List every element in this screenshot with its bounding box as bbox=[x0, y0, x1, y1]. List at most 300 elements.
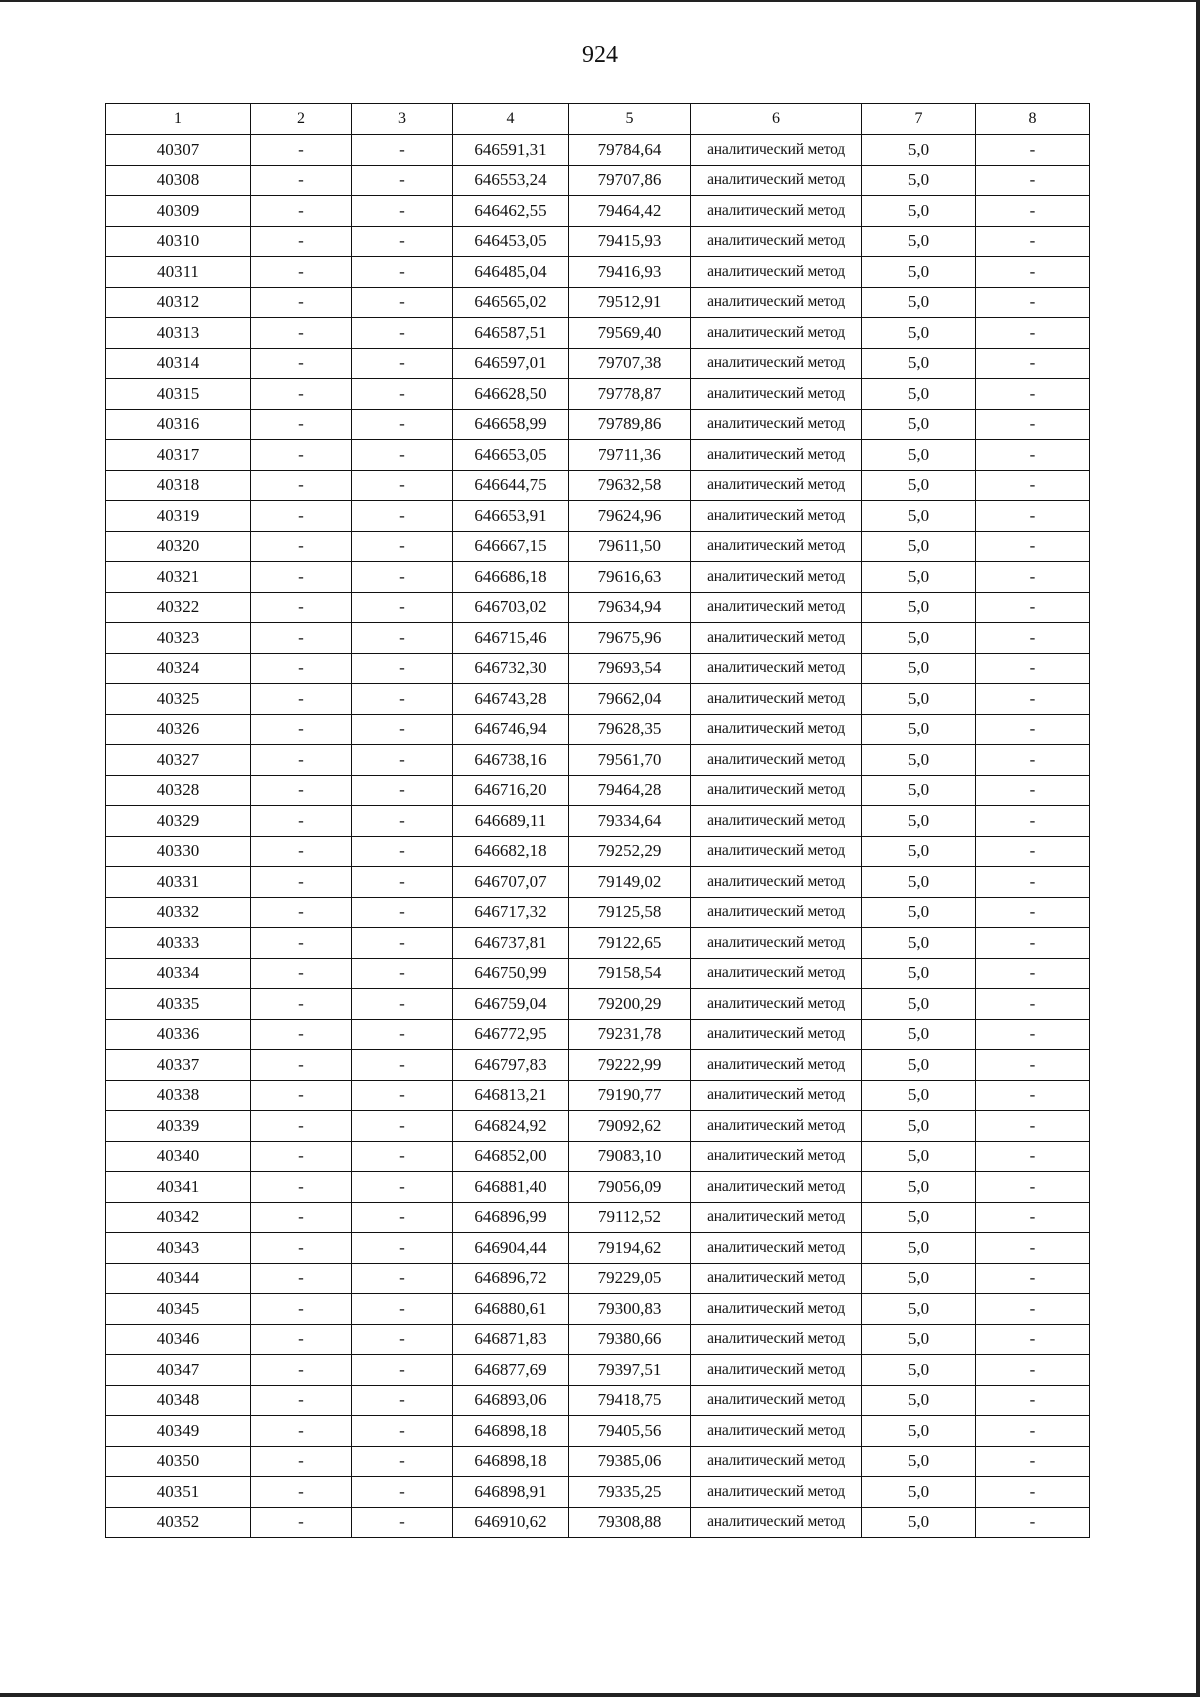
cell-accuracy: 5,0 bbox=[862, 989, 976, 1020]
table-row bbox=[106, 379, 1090, 410]
cell-col-3: - bbox=[352, 257, 453, 288]
cell-col-3: - bbox=[352, 1446, 453, 1477]
cell-coord-y: 79675,96 bbox=[569, 623, 691, 654]
cell-col-3: - bbox=[352, 1172, 453, 1203]
cell-coord-y: 79125,58 bbox=[569, 897, 691, 928]
cell-col-8: - bbox=[976, 257, 1090, 288]
cell-coord-y: 79112,52 bbox=[569, 1202, 691, 1233]
cell-coord-x: 646453,05 bbox=[453, 226, 569, 257]
cell-method: аналитический метод bbox=[691, 928, 862, 959]
cell-col-2: - bbox=[251, 958, 352, 989]
cell-col-3: - bbox=[352, 806, 453, 837]
cell-accuracy: 5,0 bbox=[862, 257, 976, 288]
cell-method: аналитический метод bbox=[691, 287, 862, 318]
cell-coord-y: 79252,29 bbox=[569, 836, 691, 867]
cell-col-3: - bbox=[352, 1507, 453, 1538]
cell-coord-x: 646703,02 bbox=[453, 592, 569, 623]
cell-coord-x: 646877,69 bbox=[453, 1355, 569, 1386]
table-row bbox=[106, 1080, 1090, 1111]
cell-coord-y: 79416,93 bbox=[569, 257, 691, 288]
cell-coord-x: 646686,18 bbox=[453, 562, 569, 593]
cell-method: аналитический метод bbox=[691, 226, 862, 257]
cell-col-2: - bbox=[251, 409, 352, 440]
cell-col-3: - bbox=[352, 897, 453, 928]
cell-accuracy: 5,0 bbox=[862, 1080, 976, 1111]
cell-coord-x: 646587,51 bbox=[453, 318, 569, 349]
cell-coord-y: 79200,29 bbox=[569, 989, 691, 1020]
cell-point-number: 40351 bbox=[106, 1477, 251, 1508]
cell-col-8: - bbox=[976, 226, 1090, 257]
cell-coord-x: 646898,18 bbox=[453, 1446, 569, 1477]
cell-accuracy: 5,0 bbox=[862, 958, 976, 989]
table-row bbox=[106, 531, 1090, 562]
cell-col-8: - bbox=[976, 592, 1090, 623]
cell-col-8: - bbox=[976, 1416, 1090, 1447]
cell-coord-y: 79122,65 bbox=[569, 928, 691, 959]
cell-point-number: 40314 bbox=[106, 348, 251, 379]
cell-col-3: - bbox=[352, 1416, 453, 1447]
cell-coord-x: 646904,44 bbox=[453, 1233, 569, 1264]
cell-col-8: - bbox=[976, 409, 1090, 440]
cell-col-2: - bbox=[251, 714, 352, 745]
cell-method: аналитический метод bbox=[691, 196, 862, 227]
cell-accuracy: 5,0 bbox=[862, 1141, 976, 1172]
cell-method: аналитический метод bbox=[691, 684, 862, 715]
cell-coord-x: 646715,46 bbox=[453, 623, 569, 654]
cell-accuracy: 5,0 bbox=[862, 287, 976, 318]
cell-coord-y: 79190,77 bbox=[569, 1080, 691, 1111]
cell-col-2: - bbox=[251, 470, 352, 501]
cell-point-number: 40309 bbox=[106, 196, 251, 227]
cell-col-8: - bbox=[976, 958, 1090, 989]
cell-col-2: - bbox=[251, 1141, 352, 1172]
cell-col-3: - bbox=[352, 196, 453, 227]
cell-method: аналитический метод bbox=[691, 1141, 862, 1172]
cell-col-2: - bbox=[251, 1263, 352, 1294]
cell-accuracy: 5,0 bbox=[862, 1019, 976, 1050]
cell-point-number: 40328 bbox=[106, 775, 251, 806]
cell-point-number: 40320 bbox=[106, 531, 251, 562]
cell-col-2: - bbox=[251, 836, 352, 867]
cell-col-2: - bbox=[251, 1507, 352, 1538]
cell-col-8: - bbox=[976, 1263, 1090, 1294]
cell-accuracy: 5,0 bbox=[862, 653, 976, 684]
cell-coord-y: 79561,70 bbox=[569, 745, 691, 776]
table-row bbox=[106, 318, 1090, 349]
table-row bbox=[106, 226, 1090, 257]
cell-col-8: - bbox=[976, 1355, 1090, 1386]
cell-accuracy: 5,0 bbox=[862, 1202, 976, 1233]
cell-point-number: 40346 bbox=[106, 1324, 251, 1355]
table-row bbox=[106, 440, 1090, 471]
cell-point-number: 40329 bbox=[106, 806, 251, 837]
cell-col-8: - bbox=[976, 897, 1090, 928]
cell-accuracy: 5,0 bbox=[862, 348, 976, 379]
cell-point-number: 40350 bbox=[106, 1446, 251, 1477]
table-row bbox=[106, 1355, 1090, 1386]
cell-col-2: - bbox=[251, 592, 352, 623]
cell-method: аналитический метод bbox=[691, 348, 862, 379]
cell-col-3: - bbox=[352, 1355, 453, 1386]
cell-col-3: - bbox=[352, 409, 453, 440]
cell-col-8: - bbox=[976, 1446, 1090, 1477]
cell-coord-y: 79415,93 bbox=[569, 226, 691, 257]
cell-method: аналитический метод bbox=[691, 1111, 862, 1142]
cell-point-number: 40317 bbox=[106, 440, 251, 471]
cell-accuracy: 5,0 bbox=[862, 1507, 976, 1538]
cell-point-number: 40342 bbox=[106, 1202, 251, 1233]
cell-accuracy: 5,0 bbox=[862, 928, 976, 959]
header-col-7: 7 bbox=[862, 104, 976, 135]
cell-col-8: - bbox=[976, 196, 1090, 227]
cell-col-3: - bbox=[352, 348, 453, 379]
cell-coord-x: 646871,83 bbox=[453, 1324, 569, 1355]
cell-col-8: - bbox=[976, 501, 1090, 532]
cell-point-number: 40334 bbox=[106, 958, 251, 989]
cell-coord-x: 646716,20 bbox=[453, 775, 569, 806]
cell-point-number: 40324 bbox=[106, 653, 251, 684]
cell-coord-x: 646689,11 bbox=[453, 806, 569, 837]
cell-point-number: 40322 bbox=[106, 592, 251, 623]
cell-method: аналитический метод bbox=[691, 1080, 862, 1111]
cell-col-3: - bbox=[352, 1019, 453, 1050]
cell-method: аналитический метод bbox=[691, 806, 862, 837]
table-row bbox=[106, 409, 1090, 440]
cell-col-3: - bbox=[352, 1080, 453, 1111]
cell-coord-x: 646898,91 bbox=[453, 1477, 569, 1508]
cell-col-8: - bbox=[976, 1141, 1090, 1172]
cell-coord-y: 79397,51 bbox=[569, 1355, 691, 1386]
cell-coord-y: 79624,96 bbox=[569, 501, 691, 532]
cell-method: аналитический метод bbox=[691, 1355, 862, 1386]
cell-point-number: 40316 bbox=[106, 409, 251, 440]
cell-coord-x: 646653,05 bbox=[453, 440, 569, 471]
table-row bbox=[106, 1172, 1090, 1203]
cell-point-number: 40325 bbox=[106, 684, 251, 715]
cell-col-8: - bbox=[976, 1050, 1090, 1081]
cell-accuracy: 5,0 bbox=[862, 775, 976, 806]
cell-col-3: - bbox=[352, 470, 453, 501]
cell-col-8: - bbox=[976, 623, 1090, 654]
page-number: 924 bbox=[582, 42, 618, 68]
cell-col-8: - bbox=[976, 562, 1090, 593]
cell-col-2: - bbox=[251, 1294, 352, 1325]
cell-col-8: - bbox=[976, 928, 1090, 959]
cell-coord-y: 79335,25 bbox=[569, 1477, 691, 1508]
cell-col-3: - bbox=[352, 1050, 453, 1081]
cell-col-2: - bbox=[251, 196, 352, 227]
table-row bbox=[106, 653, 1090, 684]
cell-col-8: - bbox=[976, 867, 1090, 898]
table-row bbox=[106, 897, 1090, 928]
cell-accuracy: 5,0 bbox=[862, 470, 976, 501]
cell-accuracy: 5,0 bbox=[862, 1294, 976, 1325]
cell-coord-y: 79083,10 bbox=[569, 1141, 691, 1172]
cell-col-3: - bbox=[352, 1324, 453, 1355]
cell-accuracy: 5,0 bbox=[862, 867, 976, 898]
cell-coord-y: 79158,54 bbox=[569, 958, 691, 989]
cell-coord-x: 646553,24 bbox=[453, 165, 569, 196]
cell-method: аналитический метод bbox=[691, 409, 862, 440]
cell-col-3: - bbox=[352, 1294, 453, 1325]
cell-col-2: - bbox=[251, 989, 352, 1020]
cell-coord-y: 79149,02 bbox=[569, 867, 691, 898]
cell-col-8: - bbox=[976, 135, 1090, 166]
cell-coord-x: 646653,91 bbox=[453, 501, 569, 532]
cell-accuracy: 5,0 bbox=[862, 592, 976, 623]
cell-col-2: - bbox=[251, 1019, 352, 1050]
table-row bbox=[106, 1263, 1090, 1294]
cell-coord-y: 79229,05 bbox=[569, 1263, 691, 1294]
cell-col-2: - bbox=[251, 1202, 352, 1233]
cell-point-number: 40347 bbox=[106, 1355, 251, 1386]
cell-point-number: 40318 bbox=[106, 470, 251, 501]
cell-coord-x: 646597,01 bbox=[453, 348, 569, 379]
cell-col-2: - bbox=[251, 1446, 352, 1477]
table-row bbox=[106, 196, 1090, 227]
cell-accuracy: 5,0 bbox=[862, 196, 976, 227]
cell-point-number: 40333 bbox=[106, 928, 251, 959]
cell-col-3: - bbox=[352, 1141, 453, 1172]
cell-coord-x: 646591,31 bbox=[453, 135, 569, 166]
cell-method: аналитический метод bbox=[691, 257, 862, 288]
cell-point-number: 40337 bbox=[106, 1050, 251, 1081]
cell-col-3: - bbox=[352, 531, 453, 562]
cell-coord-y: 79711,36 bbox=[569, 440, 691, 471]
cell-col-3: - bbox=[352, 165, 453, 196]
cell-accuracy: 5,0 bbox=[862, 684, 976, 715]
table-row bbox=[106, 1477, 1090, 1508]
cell-method: аналитический метод bbox=[691, 1233, 862, 1264]
cell-col-2: - bbox=[251, 1324, 352, 1355]
cell-coord-y: 79194,62 bbox=[569, 1233, 691, 1264]
cell-coord-y: 79231,78 bbox=[569, 1019, 691, 1050]
cell-accuracy: 5,0 bbox=[862, 1050, 976, 1081]
table-row bbox=[106, 928, 1090, 959]
cell-point-number: 40344 bbox=[106, 1263, 251, 1294]
cell-coord-y: 79693,54 bbox=[569, 653, 691, 684]
cell-method: аналитический метод bbox=[691, 653, 862, 684]
cell-col-8: - bbox=[976, 379, 1090, 410]
cell-accuracy: 5,0 bbox=[862, 135, 976, 166]
cell-method: аналитический метод bbox=[691, 592, 862, 623]
cell-coord-y: 79784,64 bbox=[569, 135, 691, 166]
cell-col-8: - bbox=[976, 1019, 1090, 1050]
cell-col-3: - bbox=[352, 1202, 453, 1233]
cell-method: аналитический метод bbox=[691, 1172, 862, 1203]
cell-col-8: - bbox=[976, 531, 1090, 562]
cell-col-3: - bbox=[352, 1263, 453, 1294]
cell-col-3: - bbox=[352, 592, 453, 623]
cell-point-number: 40332 bbox=[106, 897, 251, 928]
cell-coord-x: 646772,95 bbox=[453, 1019, 569, 1050]
cell-col-3: - bbox=[352, 928, 453, 959]
cell-point-number: 40330 bbox=[106, 836, 251, 867]
table-row bbox=[106, 745, 1090, 776]
cell-point-number: 40321 bbox=[106, 562, 251, 593]
cell-method: аналитический метод bbox=[691, 470, 862, 501]
cell-point-number: 40339 bbox=[106, 1111, 251, 1142]
cell-accuracy: 5,0 bbox=[862, 745, 976, 776]
cell-coord-y: 79662,04 bbox=[569, 684, 691, 715]
cell-col-3: - bbox=[352, 684, 453, 715]
cell-col-8: - bbox=[976, 348, 1090, 379]
cell-method: аналитический метод bbox=[691, 562, 862, 593]
cell-point-number: 40308 bbox=[106, 165, 251, 196]
cell-accuracy: 5,0 bbox=[862, 1233, 976, 1264]
cell-coord-x: 646485,04 bbox=[453, 257, 569, 288]
cell-accuracy: 5,0 bbox=[862, 379, 976, 410]
cell-col-8: - bbox=[976, 440, 1090, 471]
cell-coord-x: 646896,72 bbox=[453, 1263, 569, 1294]
cell-col-8: - bbox=[976, 745, 1090, 776]
cell-method: аналитический метод bbox=[691, 165, 862, 196]
cell-coord-x: 646746,94 bbox=[453, 714, 569, 745]
table-row bbox=[106, 623, 1090, 654]
table-row bbox=[106, 958, 1090, 989]
cell-accuracy: 5,0 bbox=[862, 1172, 976, 1203]
cell-col-8: - bbox=[976, 318, 1090, 349]
cell-col-3: - bbox=[352, 379, 453, 410]
cell-point-number: 40349 bbox=[106, 1416, 251, 1447]
cell-method: аналитический метод bbox=[691, 318, 862, 349]
cell-col-3: - bbox=[352, 775, 453, 806]
cell-method: аналитический метод bbox=[691, 1050, 862, 1081]
cell-coord-y: 79569,40 bbox=[569, 318, 691, 349]
cell-col-2: - bbox=[251, 531, 352, 562]
cell-method: аналитический метод bbox=[691, 775, 862, 806]
cell-col-8: - bbox=[976, 1111, 1090, 1142]
cell-coord-x: 646797,83 bbox=[453, 1050, 569, 1081]
header-col-3: 3 bbox=[352, 104, 453, 135]
table-row bbox=[106, 1019, 1090, 1050]
cell-col-2: - bbox=[251, 1080, 352, 1111]
cell-accuracy: 5,0 bbox=[862, 623, 976, 654]
cell-col-8: - bbox=[976, 165, 1090, 196]
cell-method: аналитический метод bbox=[691, 135, 862, 166]
cell-point-number: 40311 bbox=[106, 257, 251, 288]
cell-col-3: - bbox=[352, 714, 453, 745]
cell-col-3: - bbox=[352, 1233, 453, 1264]
cell-method: аналитический метод bbox=[691, 1477, 862, 1508]
cell-col-8: - bbox=[976, 1080, 1090, 1111]
cell-col-3: - bbox=[352, 989, 453, 1020]
cell-coord-x: 646743,28 bbox=[453, 684, 569, 715]
cell-method: аналитический метод bbox=[691, 1294, 862, 1325]
table-row bbox=[106, 470, 1090, 501]
cell-coord-y: 79512,91 bbox=[569, 287, 691, 318]
cell-col-2: - bbox=[251, 501, 352, 532]
cell-point-number: 40310 bbox=[106, 226, 251, 257]
cell-point-number: 40343 bbox=[106, 1233, 251, 1264]
cell-col-8: - bbox=[976, 806, 1090, 837]
cell-coord-x: 646813,21 bbox=[453, 1080, 569, 1111]
cell-coord-x: 646880,61 bbox=[453, 1294, 569, 1325]
table-row bbox=[106, 1233, 1090, 1264]
cell-col-2: - bbox=[251, 928, 352, 959]
cell-method: аналитический метод bbox=[691, 501, 862, 532]
cell-point-number: 40312 bbox=[106, 287, 251, 318]
cell-accuracy: 5,0 bbox=[862, 165, 976, 196]
cell-col-2: - bbox=[251, 1477, 352, 1508]
header-col-8: 8 bbox=[976, 104, 1090, 135]
cell-col-8: - bbox=[976, 1172, 1090, 1203]
cell-col-3: - bbox=[352, 623, 453, 654]
cell-point-number: 40340 bbox=[106, 1141, 251, 1172]
table-row bbox=[106, 1050, 1090, 1081]
cell-coord-x: 646898,18 bbox=[453, 1416, 569, 1447]
table-row bbox=[106, 1111, 1090, 1142]
cell-point-number: 40315 bbox=[106, 379, 251, 410]
table-row bbox=[106, 165, 1090, 196]
cell-coord-x: 646628,50 bbox=[453, 379, 569, 410]
cell-coord-x: 646462,55 bbox=[453, 196, 569, 227]
cell-accuracy: 5,0 bbox=[862, 562, 976, 593]
cell-accuracy: 5,0 bbox=[862, 318, 976, 349]
cell-method: аналитический метод bbox=[691, 379, 862, 410]
cell-col-2: - bbox=[251, 623, 352, 654]
cell-col-8: - bbox=[976, 1324, 1090, 1355]
cell-col-2: - bbox=[251, 257, 352, 288]
cell-col-8: - bbox=[976, 1202, 1090, 1233]
cell-method: аналитический метод bbox=[691, 1416, 862, 1447]
cell-coord-x: 646565,02 bbox=[453, 287, 569, 318]
cell-coord-y: 79616,63 bbox=[569, 562, 691, 593]
cell-col-2: - bbox=[251, 562, 352, 593]
cell-method: аналитический метод bbox=[691, 623, 862, 654]
header-row bbox=[106, 104, 1090, 135]
cell-accuracy: 5,0 bbox=[862, 440, 976, 471]
cell-col-2: - bbox=[251, 1172, 352, 1203]
cell-col-2: - bbox=[251, 897, 352, 928]
cell-col-2: - bbox=[251, 867, 352, 898]
cell-col-2: - bbox=[251, 1385, 352, 1416]
cell-coord-y: 79405,56 bbox=[569, 1416, 691, 1447]
cell-method: аналитический метод bbox=[691, 714, 862, 745]
cell-coord-y: 79056,09 bbox=[569, 1172, 691, 1203]
table-row bbox=[106, 501, 1090, 532]
cell-col-8: - bbox=[976, 714, 1090, 745]
cell-accuracy: 5,0 bbox=[862, 1111, 976, 1142]
cell-method: аналитический метод bbox=[691, 1446, 862, 1477]
cell-coord-x: 646852,00 bbox=[453, 1141, 569, 1172]
cell-col-2: - bbox=[251, 653, 352, 684]
cell-col-2: - bbox=[251, 440, 352, 471]
cell-accuracy: 5,0 bbox=[862, 1263, 976, 1294]
cell-col-2: - bbox=[251, 135, 352, 166]
cell-coord-y: 79464,42 bbox=[569, 196, 691, 227]
cell-point-number: 40313 bbox=[106, 318, 251, 349]
cell-coord-y: 79634,94 bbox=[569, 592, 691, 623]
cell-coord-x: 646682,18 bbox=[453, 836, 569, 867]
cell-col-3: - bbox=[352, 501, 453, 532]
table-row bbox=[106, 989, 1090, 1020]
table-row bbox=[106, 257, 1090, 288]
cell-col-8: - bbox=[976, 684, 1090, 715]
cell-col-8: - bbox=[976, 653, 1090, 684]
cell-coord-y: 79308,88 bbox=[569, 1507, 691, 1538]
cell-method: аналитический метод bbox=[691, 989, 862, 1020]
cell-coord-y: 79707,86 bbox=[569, 165, 691, 196]
cell-accuracy: 5,0 bbox=[862, 1385, 976, 1416]
cell-coord-y: 79632,58 bbox=[569, 470, 691, 501]
cell-col-8: - bbox=[976, 470, 1090, 501]
cell-col-3: - bbox=[352, 562, 453, 593]
cell-coord-x: 646759,04 bbox=[453, 989, 569, 1020]
cell-coord-x: 646732,30 bbox=[453, 653, 569, 684]
cell-col-2: - bbox=[251, 165, 352, 196]
cell-accuracy: 5,0 bbox=[862, 897, 976, 928]
